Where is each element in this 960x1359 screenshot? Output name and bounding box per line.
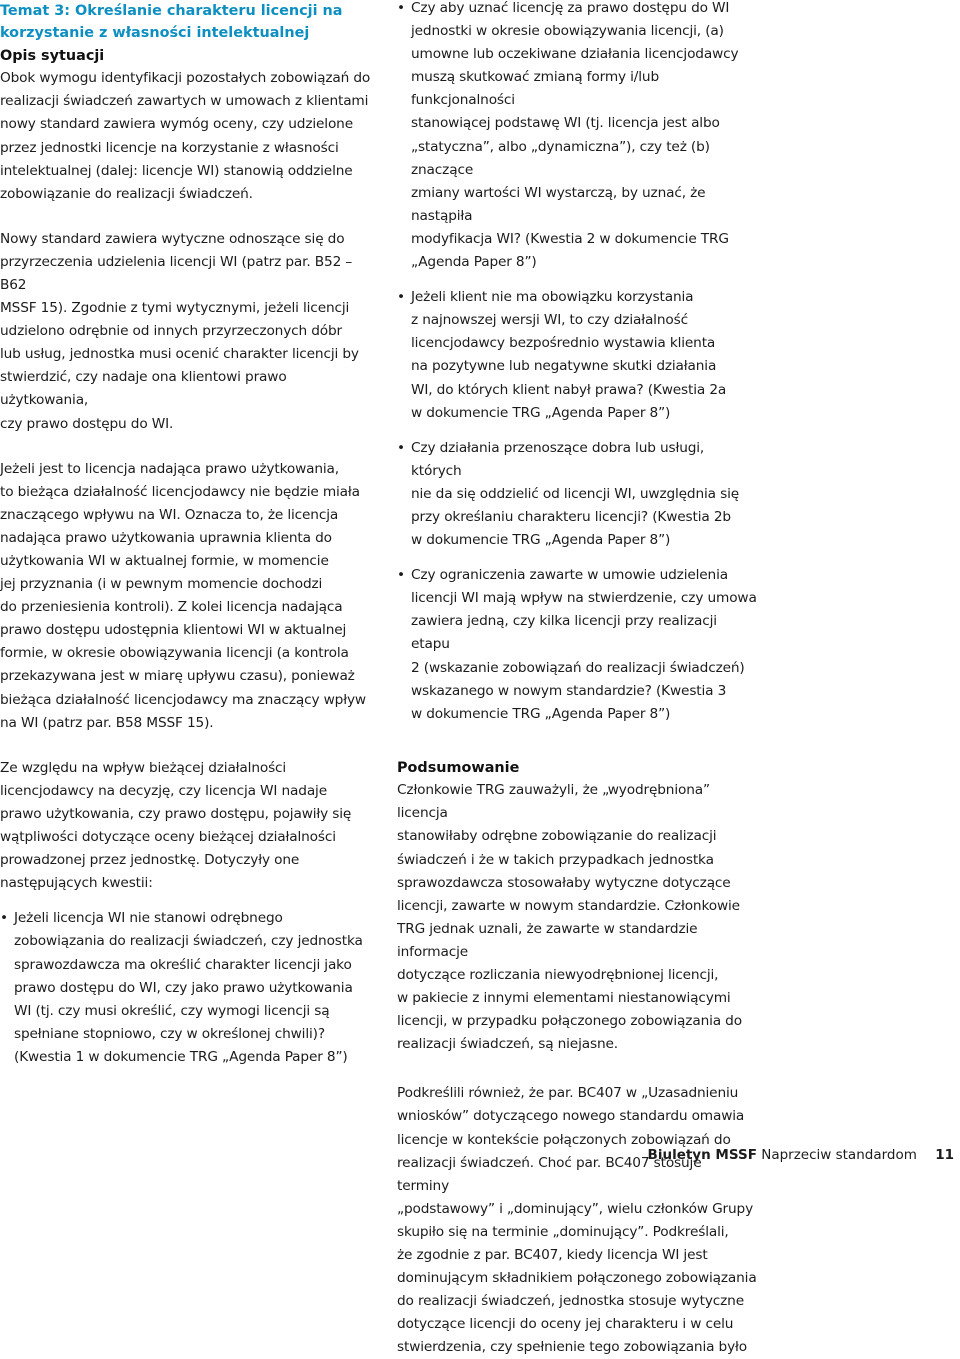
text-line: że zgodnie z par. BC407, kiedy licencja WI jest — [397, 1247, 708, 1263]
text-line: wniosków” dotyczącego nowego standardu omawia — [397, 1108, 745, 1125]
article-title-line: korzystanie z własności intelektualnej — [0, 25, 310, 42]
text-line: TRG jednak uznali, że zawarte w standardzie informacje — [397, 920, 698, 960]
summary-heading: Podsumowanie — [397, 759, 520, 776]
text-line: nowy standard zawiera wymóg oceny, czy udzielone — [0, 116, 353, 133]
text-line: spełniane stopniowo, czy w określonej chwili)? — [14, 1025, 325, 1042]
bullet-item — [397, 286, 757, 425]
text-line: Obok wymogu identyfikacji pozostałych zobowiązań do — [0, 70, 371, 87]
bullet-icon: • — [397, 289, 406, 306]
text-line: na pozytywne lub negatywne skutki działania — [411, 358, 717, 375]
footer-subtitle: Naprzeciw standardom — [761, 1147, 917, 1163]
text-line: realizacji świadczeń zawartych w umowach z klientami — [0, 93, 369, 110]
text-line: użytkowania WI w aktualnej formie, w momencie — [0, 553, 329, 569]
text-line: realizacji świadczeń, są niejasne. — [397, 1036, 618, 1053]
text-line: bieżąca działalność licencjodawcy ma znaczący wpływ — [0, 691, 366, 708]
text-line: formie, w okresie obowiązywania licencji (a kontrola — [0, 645, 349, 662]
text-line: Czy działania przenoszące dobra lub usługi, których — [411, 439, 705, 479]
text-line: „Agenda Paper 8”) — [411, 254, 537, 271]
text-line: z najnowszej wersji WI, to czy działalność — [411, 312, 688, 329]
bullet-icon: • — [397, 567, 406, 584]
text-line: Czy aby uznać licencję za prawo dostępu do WI — [411, 0, 730, 16]
text-line: następujących kwestii: — [0, 875, 153, 892]
text-line: Członkowie TRG zauważyli, że „wyodrębniona” licencja — [397, 782, 710, 822]
text-line: jednostki w okresie obowiązywania licencji, (a) — [411, 23, 724, 40]
text-line: Jeżeli licencja WI nie stanowi odrębnego — [14, 910, 283, 927]
text-line: 2 (wskazanie zobowiązań do realizacji świadczeń) — [411, 659, 745, 676]
bullet-text — [14, 907, 372, 1069]
page-number: 11 — [935, 1147, 954, 1163]
text-line: licencje w kontekście połączonych zobowiązań do — [397, 1131, 731, 1148]
text-line: wątpliwości dotyczące oceny bieżącej działalności — [0, 829, 336, 846]
footer-brand: Biuletyn MSSF — [647, 1147, 757, 1163]
text-line: to bieżąca działalność licencjodawcy nie będzie miała — [0, 483, 360, 500]
text-line: dotyczące licencji do oceny jej charakteru i w celu — [397, 1316, 734, 1333]
text-line: MSSF 15). Zgodnie z tymi wytycznymi, jeżeli licencji — [0, 300, 350, 317]
text-line: zmiany wartości WI wystarczą, by uznać, że nastąpiła — [411, 184, 706, 224]
text-line: Podkreślili również, że par. BC407 w „Uzasadnieniu — [397, 1085, 739, 1102]
text-line: Jeżeli jest to licencja nadająca prawo użytkowania, — [0, 460, 339, 477]
article-title — [0, 0, 372, 45]
text-line: na WI (patrz par. B58 MSSF 15). — [0, 714, 214, 731]
bullet-text — [411, 437, 757, 552]
text-line: „podstawowy” i „dominujący”, wielu członków Grupy — [397, 1200, 754, 1217]
text-line: (Kwestia 1 w dokumencie TRG „Agenda Paper 8”) — [14, 1048, 348, 1065]
text-line: Jeżeli klient nie ma obowiązku korzystania — [411, 289, 694, 306]
article-title-line: Temat 3: Określanie charakteru licencji na — [0, 3, 343, 19]
bullet-icon: • — [397, 439, 406, 456]
bullet-icon: • — [397, 0, 406, 16]
text-line: przyrzeczenia udzielenia licencji WI (patrz par. B52 – B62 — [0, 253, 353, 293]
text-line: Ze względu na wpływ bieżącej działalności — [0, 759, 287, 776]
paragraph — [0, 67, 372, 206]
text-line: w dokumencie TRG „Agenda Paper 8”) — [411, 532, 671, 549]
text-line: przekazywana jest w miarę upływu czasu), ponieważ — [0, 668, 355, 685]
paragraph — [397, 1082, 757, 1359]
text-line: w dokumencie TRG „Agenda Paper 8”) — [411, 404, 671, 421]
text-line: WI, do których klient nabył prawa? (Kwestia 2a — [411, 381, 727, 398]
bullet-item — [397, 437, 757, 552]
paragraph — [0, 757, 372, 896]
bullet-text — [411, 0, 757, 274]
text-line: jej przyznania (i w pewnym momencie dochodzi — [0, 576, 323, 593]
text-line: licencji, zawarte w nowym standardzie. Członkowie — [397, 897, 740, 914]
text-line: nadająca prawo użytkowania uprawnia klienta do — [0, 529, 332, 546]
text-line: prawo dostępu do WI, czy jako prawo użytkowania — [14, 979, 353, 996]
text-line: czy prawo dostępu do WI. — [0, 415, 174, 432]
text-line: nie da się oddzielić od licencji WI, uwzględnia się — [411, 485, 739, 502]
text-line: stwierdzenia, czy spełnienie tego zobowiązania było — [397, 1339, 748, 1356]
text-line: lub usług, jednostka musi ocenić charakter licencji by — [0, 346, 359, 363]
paragraph — [0, 458, 372, 735]
paragraph — [397, 779, 757, 1056]
text-line: prawo użytkowania, czy prawo dostępu, pojawiły się — [0, 805, 352, 822]
left-column — [0, 0, 372, 1069]
text-line: realizacji świadczeń. Choć par. BC407 stosuje terminy — [397, 1154, 702, 1194]
text-line: prowadzonej przez jednostkę. Dotyczyły one — [0, 852, 300, 869]
text-line: znaczącego wpływu na WI. Oznacza to, że licencja — [0, 506, 339, 523]
text-line: wskazanego w nowym standardzie? (Kwestia 3 — [411, 682, 727, 699]
text-line: muszą skutkować zmianą formy i/lub funkcjonalności — [411, 69, 659, 109]
text-line: przez jednostki licencje na korzystanie z własności — [0, 139, 339, 156]
text-line: zobowiązanie do realizacji świadczeń. — [0, 185, 253, 202]
text-line: sprawozdawcza ma określić charakter licencji jako — [14, 956, 352, 973]
text-line: skupiło się na terminie „dominujący”. Podkreślali, — [397, 1223, 729, 1240]
text-line: stanowiącej podstawę WI (tj. licencja jest albo — [411, 115, 720, 132]
bullet-item — [397, 0, 757, 274]
text-line: stanowiłaby odrębne zobowiązanie do realizacji — [397, 828, 717, 845]
text-line: świadczeń i że w takich przypadkach jednostka — [397, 851, 714, 868]
text-line: do realizacji świadczeń, jednostka stosuje wytyczne — [397, 1293, 744, 1310]
text-line: modyfikacja WI? (Kwestia 2 w dokumencie TRG — [411, 230, 729, 247]
bullet-text — [411, 564, 757, 726]
page-footer — [648, 1146, 954, 1164]
text-line: licencji, w przypadku połączonego zobowiązania do — [397, 1013, 742, 1030]
text-line: udzielono odrębnie od innych przyrzeczonych dóbr — [0, 323, 343, 340]
bullet-text — [411, 286, 757, 425]
bullet-item — [0, 907, 372, 1069]
section-heading: Opis sytuacji — [0, 47, 105, 64]
bullet-item — [397, 564, 757, 726]
text-line: zobowiązania do realizacji świadczeń, czy jednostka — [14, 933, 363, 950]
text-line: licencjodawcy bezpośrednio wystawia klienta — [411, 335, 716, 352]
text-line: sprawozdawcza stosowałaby wytyczne dotyczące — [397, 874, 731, 891]
text-line: „statyczna”, albo „dynamiczna”), czy też (b) znaczące — [411, 138, 710, 178]
text-line: przy określaniu charakteru licencji? (Kwestia 2b — [411, 508, 731, 525]
text-line: w dokumencie TRG „Agenda Paper 8”) — [411, 705, 671, 722]
text-line: licencji WI mają wpływ na stwierdzenie, czy umowa — [411, 590, 757, 607]
text-line: stwierdzić, czy nadaje ona klientowi prawo użytkowania, — [0, 369, 287, 409]
text-line: intelektualnej (dalej: licencje WI) stanowią oddzielne — [0, 162, 353, 179]
text-line: do przeniesienia kontroli). Z kolei licencja nadająca — [0, 599, 343, 616]
text-line: dotyczące rozliczania niewyodrębnionej licencji, — [397, 966, 719, 983]
text-line: Czy ograniczenia zawarte w umowie udzielenia — [411, 567, 728, 584]
text-line: zawiera jedną, czy kilka licencji przy realizacji etapu — [411, 613, 717, 653]
text-line: umowne lub oczekiwane działania licencjodawcy — [411, 46, 739, 63]
text-line: WI (tj. czy musi określić, czy wymogi licencji są — [14, 1002, 330, 1019]
text-line: dominującym składnikiem połączonego zobowiązania — [397, 1270, 757, 1287]
text-line: prawo dostępu udostępnia klientowi WI w aktualnej — [0, 622, 347, 639]
text-line: w pakiecie z innymi elementami niestanowiącymi — [397, 990, 731, 1007]
paragraph — [0, 228, 372, 436]
bullet-icon: • — [0, 910, 9, 927]
text-line: Nowy standard zawiera wytyczne odnoszące się do — [0, 230, 345, 247]
text-line: licencjodawcy na decyzję, czy licencja WI nadaje — [0, 782, 327, 799]
